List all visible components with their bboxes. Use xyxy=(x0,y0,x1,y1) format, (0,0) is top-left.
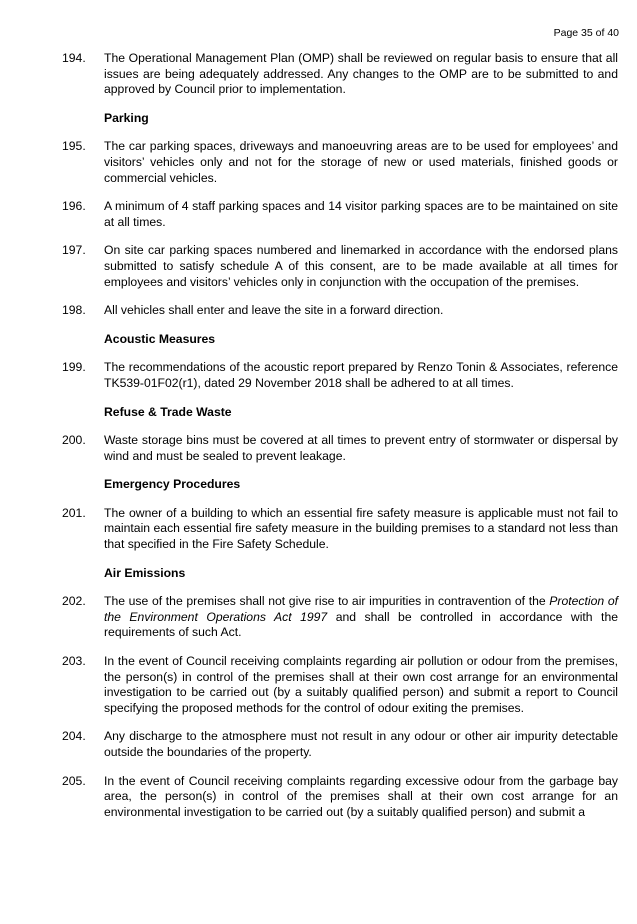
clause-text: In the event of Council receiving complaints regarding excessive odour from the garbage bay area, the person(s) in control of the premises shall at their own cost arrange for an environmental investigation to be carried out (by a suitably qualified person) and submit a xyxy=(104,773,618,819)
section-heading-parking: Parking xyxy=(104,110,149,125)
clause-text: The Operational Management Plan (OMP) shall be reviewed on regular basis to ensure that all issues are being adequately addressed. Any changes to the OMP are to be submitted to and approved by Council prior to implementation. xyxy=(104,51,618,97)
clause-200 xyxy=(62,433,618,464)
clause-number: 202. xyxy=(62,594,86,609)
clause-number: 194. xyxy=(62,51,86,65)
clause-198 xyxy=(62,303,618,319)
clause-204 xyxy=(62,729,618,760)
clause-199 xyxy=(62,360,618,391)
clause-202 xyxy=(62,594,618,641)
clause-text-part: The use of the premises shall not give rise to air impurities in contravention of the xyxy=(104,594,550,609)
clause-text: The recommendations of the acoustic report prepared by Renzo Tonin & Associates, reference TK539-01F02(r1), dated 29 November 2018 shall be adhered to at all times. xyxy=(104,360,618,390)
clause-text: On site car parking spaces numbered and linemarked in accordance with the endorsed plans submitted to satisfy schedule A of this consent, are to be made available at all times for employees and visitors’ vehicles only in conjunction with the occupation of the premises. xyxy=(104,243,618,289)
clause-text: A minimum of 4 staff parking spaces and 14 visitor parking spaces are to be maintained on site at all times. xyxy=(104,199,618,229)
clause-number: 195. xyxy=(62,139,86,154)
act-title: Protection of the Environment Operations Act 1997 xyxy=(104,594,618,624)
clause-number: 203. xyxy=(62,654,86,669)
clause-number: 201. xyxy=(62,505,86,520)
clause-201 xyxy=(62,506,618,553)
clause-text: All vehicles shall enter and leave the site in a forward direction. xyxy=(104,303,444,318)
clause-205 xyxy=(62,774,618,821)
clause-text: The owner of a building to which an essential fire safety measure is applicable must not fail to maintain each essential fire safety measure in the building premises to a standard not less than that specified in the Fire Safety Schedule. xyxy=(104,505,618,552)
section-heading-refuse-trade-waste: Refuse & Trade Waste xyxy=(104,404,232,419)
clause-194 xyxy=(62,51,618,98)
clause-number: 196. xyxy=(62,199,86,214)
clause-text: In the event of Council receiving complaints regarding air pollution or odour from the premises, the person(s) in control of the premises shall at their own cost arrange for an environmental investigation to be carried out (by a suitably qualified person) and submit a report to Council specifying the proposed methods for the control of odour exiting the premises. xyxy=(104,654,618,715)
clause-number: 200. xyxy=(62,433,86,448)
clause-195 xyxy=(62,139,618,186)
clause-text: Waste storage bins must be covered at all times to prevent entry of stormwater or dispersal by wind and must be sealed to prevent leakage. xyxy=(104,433,618,463)
clause-number: 199. xyxy=(62,360,86,375)
clause-text: Any discharge to the atmosphere must not result in any odour or other air impurity detectable outside the boundaries of the property. xyxy=(104,729,618,759)
clause-197 xyxy=(62,243,618,290)
section-heading-acoustic-measures: Acoustic Measures xyxy=(104,331,216,346)
clause-196 xyxy=(62,199,618,230)
section-heading-air-emissions: Air Emissions xyxy=(104,565,186,580)
clause-text: The car parking spaces, driveways and manoeuvring areas are to be used for employees’ and visitors’ vehicles only and not for the storage of new or used materials, finished goods or commercial vehicles. xyxy=(104,139,618,185)
page-number: Page 35 of 40 xyxy=(553,27,619,39)
clause-number: 198. xyxy=(62,303,86,318)
section-heading-emergency-procedures: Emergency Procedures xyxy=(104,477,241,492)
clause-text xyxy=(104,594,618,641)
clause-number: 197. xyxy=(62,243,86,258)
clause-number: 204. xyxy=(62,729,86,744)
document-body xyxy=(62,51,618,833)
clause-number: 205. xyxy=(62,773,86,788)
clause-text-part: and shall be controlled in accordance with the requirements of such Act. xyxy=(104,609,619,640)
clause-203 xyxy=(62,654,618,716)
